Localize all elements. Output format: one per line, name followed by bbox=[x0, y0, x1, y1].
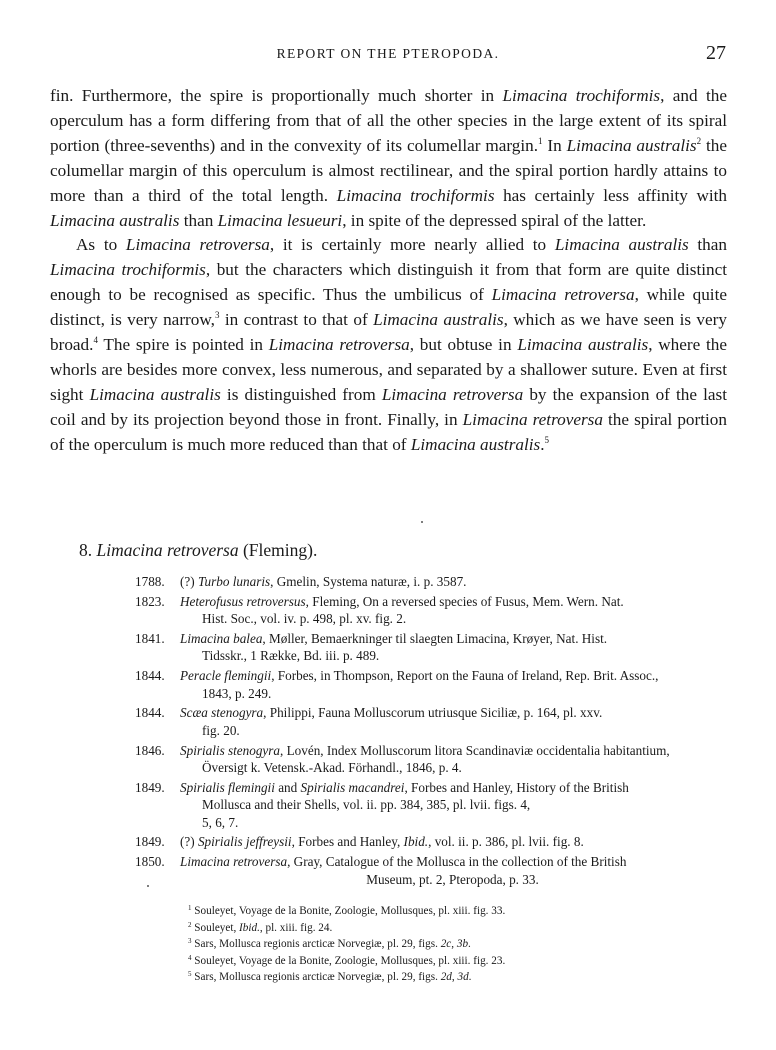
italic-text: Limacina retroversa bbox=[268, 335, 410, 355]
synonymy-line bbox=[180, 647, 725, 664]
synonymy-text bbox=[180, 853, 725, 888]
text-run: , it is certainly more nearly allied to bbox=[269, 235, 555, 255]
italic-text: Limacina retroversa bbox=[491, 285, 635, 305]
synonymy-line bbox=[180, 796, 725, 813]
synonymy-line bbox=[180, 779, 725, 796]
synonymy-line bbox=[180, 814, 725, 831]
text-run: , Forbes and Hanley, bbox=[291, 834, 404, 850]
synonymy-year: 1849. bbox=[135, 834, 165, 850]
text-run: , Fleming, On a reversed species of Fusus, Mem. Wern. Nat. bbox=[305, 593, 624, 609]
body-text bbox=[50, 84, 727, 458]
synonymy-entry bbox=[135, 742, 725, 777]
italic-text: Limacina balea bbox=[180, 631, 263, 646]
text-run: fin. Furthermore, the spire is proportionally much shorter in bbox=[50, 86, 503, 105]
italic-text: Limacina australis bbox=[410, 434, 541, 454]
synonymy-text bbox=[180, 742, 725, 777]
synonymy-year: 1844. bbox=[135, 705, 165, 721]
text-run: Souleyet, bbox=[191, 921, 240, 934]
text-run: , Forbes, in Thompson, Report on the Fauna of Ireland, Rep. Brit. Assoc., bbox=[271, 668, 659, 684]
paragraph bbox=[50, 84, 727, 233]
footnote bbox=[188, 920, 708, 937]
synonymy-entry bbox=[135, 593, 725, 628]
text-run: fig. 20. bbox=[202, 722, 240, 738]
italic-text: Ibid. bbox=[239, 921, 260, 934]
text-run: Sars, Mollusca regionis arcticæ Norvegiæ, pl. 29, figs. bbox=[191, 938, 441, 951]
italic-text: Limacina australis bbox=[517, 335, 649, 355]
text-run: Hist. Soc., vol. iv. p. 498, pl. xv. fig. 2. bbox=[202, 611, 407, 627]
text-run: the spiral portion of the operculum is much more reduced than that of bbox=[50, 409, 727, 454]
text-run: by the expansion of the last coil and by its projection beyond those in front. Finally, in bbox=[50, 384, 728, 429]
italic-text: Limacina australis bbox=[373, 310, 504, 330]
page-number: 27 bbox=[706, 42, 726, 64]
text-run: Tidsskr., 1 Række, Bd. iii. p. 489. bbox=[202, 648, 380, 664]
italic-text: Limacina retroversa bbox=[381, 384, 524, 404]
text-run: Museum, pt. 2, Pteropoda, p. 33. bbox=[366, 871, 539, 887]
text-run: As to bbox=[76, 235, 126, 255]
text-run: , bbox=[451, 971, 458, 984]
synonymy-line bbox=[180, 593, 725, 610]
text-run: , Lovén, Index Molluscorum litora Scandinaviæ occidentalia habitantium, bbox=[280, 742, 670, 758]
print-speck bbox=[421, 521, 423, 523]
footnote bbox=[188, 936, 708, 953]
text-run: , in spite of the depressed spiral of the latter. bbox=[342, 210, 647, 230]
footnote-ref: 1 bbox=[188, 904, 192, 912]
text-run: , which as we have seen is very broad. bbox=[50, 310, 727, 355]
text-run: , Philippi, Fauna Molluscorum utriusque Siciliæ, p. 164, pl. xxv. bbox=[263, 705, 603, 721]
text-run: Sars, Mollusca regionis arcticæ Norvegiæ, pl. 29, figs. bbox=[191, 971, 441, 984]
italic-text: Spirialis macandrei bbox=[300, 779, 405, 795]
footnote-ref: 4 bbox=[93, 335, 98, 346]
running-header bbox=[0, 42, 776, 68]
synonymy-line bbox=[180, 704, 725, 721]
text-run: , but obtuse in bbox=[409, 335, 518, 355]
italic-text: Limacina retroversa bbox=[125, 235, 270, 255]
italic-text: 2d bbox=[440, 971, 452, 984]
italic-text: Limacina lesueuri bbox=[217, 210, 343, 230]
synonymy-text bbox=[180, 779, 725, 831]
text-run: than bbox=[179, 210, 218, 230]
italic-text: Limacina australis bbox=[554, 235, 689, 255]
text-run: (?) bbox=[180, 574, 198, 589]
footnote bbox=[188, 903, 708, 920]
species-name: Limacina retroversa bbox=[96, 540, 239, 560]
text-run: 5, 6, 7. bbox=[202, 814, 239, 830]
footnote bbox=[188, 953, 708, 970]
italic-text: Limacina trochiformis bbox=[336, 185, 495, 205]
synonymy-text bbox=[180, 573, 725, 590]
text-run: , vol. ii. p. 386, pl. lvii. fig. 8. bbox=[428, 834, 584, 850]
text-run: than bbox=[688, 235, 727, 255]
synonymy-list bbox=[135, 573, 725, 890]
synonymy-line bbox=[180, 667, 725, 684]
footnote-ref: 3 bbox=[188, 937, 192, 946]
synonymy-entry bbox=[135, 779, 725, 831]
text-run: , pl. xiii. fig. 24. bbox=[259, 921, 333, 934]
italic-text: Ibid. bbox=[403, 834, 429, 850]
synonymy-entry bbox=[135, 704, 725, 739]
text-run: the columellar margin of this operculum is almost rectilinear, and the spiral portion hardly attains to more than a third of the total length. bbox=[50, 135, 727, 205]
italic-text: Peracle flemingii bbox=[180, 668, 272, 684]
footnotes bbox=[188, 903, 708, 986]
text-run: . bbox=[468, 971, 472, 984]
italic-text: Limacina retroversa bbox=[462, 409, 603, 429]
text-run: , Gray, Catalogue of the Mollusca in the collection of the British bbox=[287, 854, 627, 870]
synonymy-year: 1823. bbox=[135, 593, 165, 609]
synonymy-year: 1788. bbox=[135, 574, 165, 589]
synonymy-line bbox=[180, 573, 725, 590]
synonymy-line bbox=[180, 722, 725, 739]
text-run: Souleyet, Voyage de la Bonite, Zoologie, Mollusques, pl. xiii. fig. 33. bbox=[191, 905, 506, 917]
text-run: Souleyet, Voyage de la Bonite, Zoologie, Mollusques, pl. xiii. fig. 23. bbox=[191, 954, 506, 967]
paragraph bbox=[50, 233, 727, 457]
synonymy-entry bbox=[135, 833, 725, 850]
text-run: has certainly less affinity with bbox=[494, 185, 727, 205]
text-run: In bbox=[542, 135, 567, 155]
italic-text: Limacina australis bbox=[566, 135, 697, 155]
text-run: , Forbes and Hanley, History of the British bbox=[404, 779, 629, 795]
synonymy-text bbox=[180, 593, 725, 628]
italic-text: 2c bbox=[440, 938, 452, 951]
italic-text: 3d bbox=[457, 971, 469, 984]
synonymy-line bbox=[180, 610, 725, 627]
synonymy-line bbox=[180, 742, 725, 759]
text-run: and bbox=[274, 779, 301, 795]
footnote-ref: 5 bbox=[188, 970, 192, 979]
print-speck bbox=[147, 885, 149, 887]
italic-text: Spirialis flemingii bbox=[180, 779, 275, 795]
italic-text: Turbo lunaris bbox=[197, 574, 271, 589]
text-run: (?) bbox=[180, 834, 198, 850]
italic-text: Scæa stenogyra bbox=[180, 705, 264, 721]
synonymy-text bbox=[180, 630, 725, 665]
synonymy-year: 1844. bbox=[135, 668, 165, 684]
italic-text: Limacina australis bbox=[89, 384, 221, 404]
text-run: , where the whorls are besides more convex, less numerous, and separated by a shallower suture. Even at first sight bbox=[50, 335, 727, 404]
synonymy-year: 1841. bbox=[135, 631, 165, 646]
synonymy-line bbox=[180, 759, 725, 776]
text-run: is distinguished from bbox=[220, 384, 382, 404]
text-run: Mollusca and their Shells, vol. ii. pp. 384, 385, pl. lvii. figs. 4, bbox=[202, 797, 531, 813]
synonymy-text bbox=[180, 833, 725, 850]
italic-text: Limacina trochiformis bbox=[502, 86, 661, 105]
text-run: , Gmelin, Systema naturæ, i. p. 3587. bbox=[270, 574, 467, 589]
italic-text: Limacina trochiformis bbox=[50, 260, 206, 280]
synonymy-line bbox=[180, 685, 725, 702]
species-author: (Fleming). bbox=[242, 540, 318, 560]
italic-text: Limacina australis bbox=[50, 210, 180, 230]
text-run: , bbox=[451, 938, 457, 951]
text-run: , while quite distinct, is very narrow, bbox=[50, 285, 727, 330]
synonymy-year: 1849. bbox=[135, 779, 165, 795]
footnote-ref: 4 bbox=[188, 953, 192, 962]
footnote-ref: 1 bbox=[538, 135, 543, 146]
synonymy-year: 1850. bbox=[135, 854, 165, 870]
italic-text: Heterofusus retroversus bbox=[180, 593, 306, 609]
italic-text: Spirialis jeffreysii bbox=[197, 834, 292, 850]
footnote-ref: 2 bbox=[188, 920, 192, 929]
synonymy-line bbox=[180, 871, 725, 888]
species-number: 8. bbox=[79, 540, 93, 560]
synonymy-line bbox=[180, 853, 725, 870]
text-run: , but the characters which distinguish it from that form are quite distinct enough to be recognised as specific. Thus the umbilicus of bbox=[50, 260, 727, 305]
species-heading bbox=[79, 539, 317, 561]
italic-text: Spirialis stenogyra bbox=[180, 742, 281, 758]
text-run: , Møller, Bemaerkninger til slaegten Limacina, Krøyer, Nat. Hist. bbox=[262, 631, 608, 646]
text-run: The spire is pointed in bbox=[97, 335, 269, 355]
synonymy-entry bbox=[135, 573, 725, 590]
footnote-ref: 5 bbox=[544, 434, 550, 445]
text-run: . bbox=[540, 434, 545, 454]
text-run: , and the operculum has a form differing from that of all the other species in the large extent of its spiral portion (three-sevenths) and in the convexity of its columellar margin. bbox=[50, 86, 727, 155]
synonymy-text bbox=[180, 667, 725, 702]
synonymy-entry bbox=[135, 667, 725, 702]
text-run: 1843, p. 249. bbox=[202, 685, 272, 701]
text-run: Översigt k. Vetensk.-Akad. Förhandl., 1846, p. 4. bbox=[202, 760, 462, 776]
footnote bbox=[188, 969, 708, 986]
synonymy-year: 1846. bbox=[135, 742, 165, 758]
synonymy-entry bbox=[135, 853, 725, 888]
text-run: in contrast to that of bbox=[219, 310, 374, 330]
synonymy-text bbox=[180, 704, 725, 739]
text-run: . bbox=[468, 938, 471, 951]
running-title: REPORT ON THE PTEROPODA. bbox=[276, 46, 500, 61]
synonymy-entry bbox=[135, 630, 725, 665]
footnote-ref: 3 bbox=[214, 310, 220, 321]
italic-text: 3b bbox=[456, 938, 469, 951]
italic-text: Limacina retroversa bbox=[180, 854, 288, 870]
footnote-ref: 2 bbox=[696, 135, 702, 146]
synonymy-line bbox=[180, 630, 725, 647]
synonymy-line bbox=[180, 833, 725, 850]
